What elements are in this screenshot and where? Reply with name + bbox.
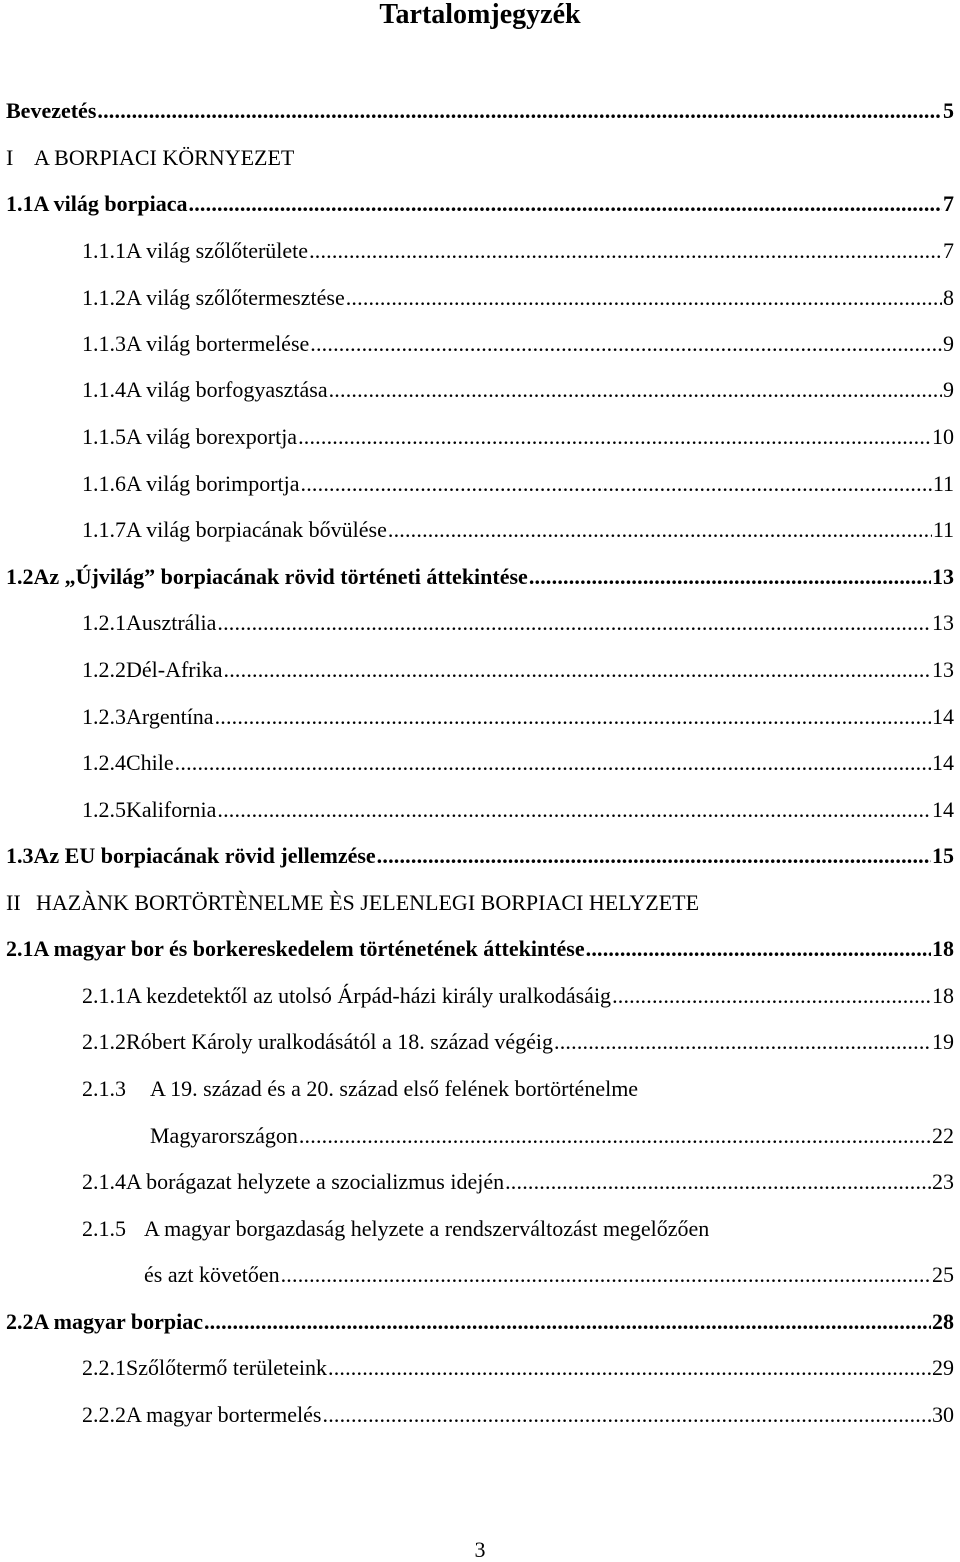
- toc-entry-label: és azt követően: [144, 1262, 280, 1287]
- toc-entry-label: A BORPIACI KÖRNYEZET: [34, 145, 295, 170]
- toc-entry-page: 25: [932, 1262, 954, 1287]
- toc-entry-number: 1.1.7: [82, 517, 126, 542]
- toc-leader-dots: [281, 1262, 931, 1288]
- toc-entry-label: Kalifornia: [126, 797, 217, 822]
- toc-leader-dots: [298, 424, 931, 450]
- toc-entry-label: A magyar borpiac: [33, 1309, 203, 1334]
- toc-entry-label: A magyar borgazdaság helyzete a rendszerváltozást megelőzően: [144, 1216, 710, 1241]
- toc-subsection-1-1-6[interactable]: [82, 467, 954, 497]
- toc-entry-number: 2.1.2: [82, 1029, 126, 1054]
- toc-entry-label: HAZÀNK BORTÖRTÈNELME ÈS JELENLEGI BORPIACI HELYZETE: [36, 890, 700, 915]
- toc-entry-page: 13: [932, 657, 954, 682]
- toc-leader-dots: [346, 285, 942, 311]
- toc-entry-number: 2.1: [6, 936, 34, 961]
- toc-leader-dots: [388, 517, 932, 543]
- toc-entry-label: Az EU borpiacának rövid jellemzése: [33, 843, 376, 868]
- toc-entry-number: 1.1.6: [82, 471, 126, 496]
- toc-section-2-2[interactable]: [6, 1305, 954, 1335]
- toc-subsection-2-1-2[interactable]: [82, 1025, 954, 1055]
- toc-entry-number: 1.1.5: [82, 424, 126, 449]
- toc-leader-dots: [224, 657, 931, 683]
- toc-entry-number: 1.1.1: [82, 238, 126, 263]
- toc-title: Tartalomjegyzék: [379, 0, 581, 30]
- toc-leader-dots: [189, 191, 942, 217]
- toc-entry-page: 13: [932, 564, 954, 589]
- toc-leader-dots: [204, 1309, 931, 1335]
- toc-entry-label: A világ borpiaca: [33, 191, 188, 216]
- toc-entry-number: 1.1.3: [82, 331, 126, 356]
- toc-entry-label: Argentína: [126, 704, 214, 729]
- toc-entry-number: 1.2.3: [82, 704, 126, 729]
- toc-leader-dots: [301, 471, 932, 497]
- toc-entry-page: 14: [932, 750, 954, 775]
- toc-entry-page: 30: [932, 1402, 954, 1427]
- toc-subsection-1-2-5[interactable]: [82, 793, 954, 823]
- toc-entry-page: 28: [932, 1309, 954, 1334]
- toc-leader-dots: [377, 843, 931, 869]
- toc-entry-label: A világ bortermelése: [126, 331, 310, 356]
- toc-entry-number: 1.1.4: [82, 377, 126, 402]
- toc-entry-page: 14: [932, 704, 954, 729]
- toc-entry-page: 23: [932, 1169, 954, 1194]
- toc-section-2-1[interactable]: [6, 932, 954, 962]
- toc-section-1-3[interactable]: [6, 839, 954, 869]
- toc-entry-number: 2.1.3: [82, 1076, 126, 1101]
- toc-leader-dots: [299, 1123, 931, 1149]
- toc-entry-label: A 19. század és a 20. század első felének bortörténelme: [150, 1076, 639, 1101]
- toc-entry-page: 14: [932, 797, 954, 822]
- toc-entry-page: 7: [943, 238, 954, 263]
- toc-entry-page: 5: [943, 98, 954, 123]
- toc-entry-number: 2.1.4: [82, 1169, 126, 1194]
- toc-entry-label: Szőlőtermő területeink: [126, 1355, 327, 1380]
- toc-entry-label: Bevezetés: [6, 98, 97, 123]
- toc-section-1-1[interactable]: [6, 187, 954, 217]
- toc-chapter-1[interactable]: [6, 141, 954, 171]
- toc-subsection-2-1-4[interactable]: [82, 1165, 954, 1195]
- toc-subsection-1-2-2[interactable]: [82, 653, 954, 683]
- toc-entry-page: 11: [932, 471, 954, 496]
- toc-entry-page: 8: [943, 285, 954, 310]
- toc-subsection-2-1-5[interactable]: [82, 1212, 954, 1242]
- toc-entry-number: 2.2.1: [82, 1355, 126, 1380]
- toc-subsection-1-1-4[interactable]: [82, 373, 954, 403]
- toc-leader-dots: [310, 331, 942, 357]
- toc-entry-number: 1.2.5: [82, 797, 126, 822]
- toc-entry-label: Dél-Afrika: [126, 657, 223, 682]
- toc-entry-number: 2.2: [6, 1309, 34, 1334]
- toc-entry-label: A világ borimportja: [126, 471, 300, 496]
- toc-chapter-2[interactable]: [6, 886, 954, 916]
- toc-entry-number: I: [6, 145, 14, 170]
- toc-section-1-2[interactable]: [6, 560, 954, 590]
- toc-subsection-1-1-7[interactable]: [82, 513, 954, 543]
- toc-entry-number: 2.1.1: [82, 983, 126, 1008]
- toc-entry-page: 7: [943, 191, 954, 216]
- toc-entry-label: Róbert Károly uralkodásától a 18. század végéig: [126, 1029, 554, 1054]
- toc-subsection-2-1-3-continued[interactable]: [150, 1119, 954, 1149]
- toc-leader-dots: [215, 704, 931, 730]
- toc-entry-label: A világ borexportja: [126, 424, 298, 449]
- toc-entry-number: 1.2.4: [82, 750, 126, 775]
- toc-entry-label: Magyarországon: [150, 1123, 298, 1148]
- toc-entry-label: A magyar bor és borkereskedelem történetének áttekintése: [33, 936, 585, 961]
- toc-leader-dots: [175, 750, 931, 776]
- toc-entry-number: II: [6, 890, 21, 915]
- toc-leader-dots: [309, 238, 942, 264]
- toc-entry-label: Ausztrália: [126, 610, 217, 635]
- toc-entry-number: 1.1.2: [82, 285, 126, 310]
- toc-leader-dots: [554, 1029, 931, 1055]
- toc-subsection-1-1-1[interactable]: [82, 234, 954, 264]
- toc-subsection-2-2-1[interactable]: [82, 1351, 954, 1381]
- toc-entry-page: 29: [932, 1355, 954, 1380]
- toc-entry-page: 9: [943, 377, 954, 402]
- toc-entry-label: A világ szőlőtermesztése: [126, 285, 345, 310]
- toc-leader-dots: [217, 610, 931, 636]
- toc-entry-page: 22: [932, 1123, 954, 1148]
- toc-entry-label: A magyar bortermelés: [126, 1402, 322, 1427]
- toc-entry-number: 2.2.2: [82, 1402, 126, 1427]
- toc-entry-intro[interactable]: [6, 94, 954, 124]
- toc-leader-dots: [586, 936, 931, 962]
- toc-entry-number: 1.1: [6, 191, 34, 216]
- toc-leader-dots: [323, 1402, 932, 1428]
- toc-leader-dots: [612, 983, 931, 1009]
- toc-entry-label: A világ szőlőterülete: [126, 238, 309, 263]
- toc-leader-dots: [217, 797, 931, 823]
- toc-subsection-1-2-4[interactable]: [82, 746, 954, 776]
- toc-entry-page: 19: [932, 1029, 954, 1054]
- toc-subsection-2-2-2[interactable]: [82, 1398, 954, 1428]
- toc-subsection-2-1-1[interactable]: [82, 979, 954, 1009]
- toc-subsection-1-2-3[interactable]: [82, 700, 954, 730]
- toc-entry-label: A borágazat helyzete a szocializmus idején: [126, 1169, 505, 1194]
- toc-leader-dots: [505, 1169, 931, 1195]
- toc-subsection-2-1-3[interactable]: [82, 1072, 954, 1102]
- toc-subsection-1-1-3[interactable]: [82, 327, 954, 357]
- toc-entry-page: 18: [932, 936, 954, 961]
- toc-entry-page: 11: [932, 517, 954, 542]
- toc-entry-number: 1.3: [6, 843, 34, 868]
- toc-entry-label: A kezdetektől az utolsó Árpád-házi király uralkodásáig: [126, 983, 612, 1008]
- toc-entry-page: 9: [943, 331, 954, 356]
- toc-subsection-1-2-1[interactable]: [82, 606, 954, 636]
- toc-entry-number: 1.2.2: [82, 657, 126, 682]
- toc-entry-label: Az „Újvilág” borpiacának rövid történeti áttekintése: [33, 564, 528, 589]
- toc-leader-dots: [328, 1355, 931, 1381]
- toc-entry-page: 10: [932, 424, 954, 449]
- toc-subsection-1-1-5[interactable]: [82, 420, 954, 450]
- toc-leader-dots: [329, 377, 942, 403]
- page-number: 3: [474, 1537, 486, 1562]
- toc-entry-label: A világ borfogyasztása: [126, 377, 328, 402]
- toc-leader-dots: [529, 564, 931, 590]
- toc-entry-page: 13: [932, 610, 954, 635]
- toc-entry-number: 1.2.1: [82, 610, 126, 635]
- toc-entry-label: Chile: [126, 750, 174, 775]
- toc-entry-label: A világ borpiacának bővülése: [126, 517, 387, 542]
- toc-entry-number: 2.1.5: [82, 1216, 126, 1241]
- toc-subsection-1-1-2[interactable]: [82, 281, 954, 311]
- toc-entry-page: 18: [932, 983, 954, 1008]
- toc-leader-dots: [97, 98, 942, 124]
- toc-entry-page: 15: [932, 843, 954, 868]
- toc-subsection-2-1-5-continued[interactable]: [144, 1258, 954, 1288]
- toc-entry-number: 1.2: [6, 564, 34, 589]
